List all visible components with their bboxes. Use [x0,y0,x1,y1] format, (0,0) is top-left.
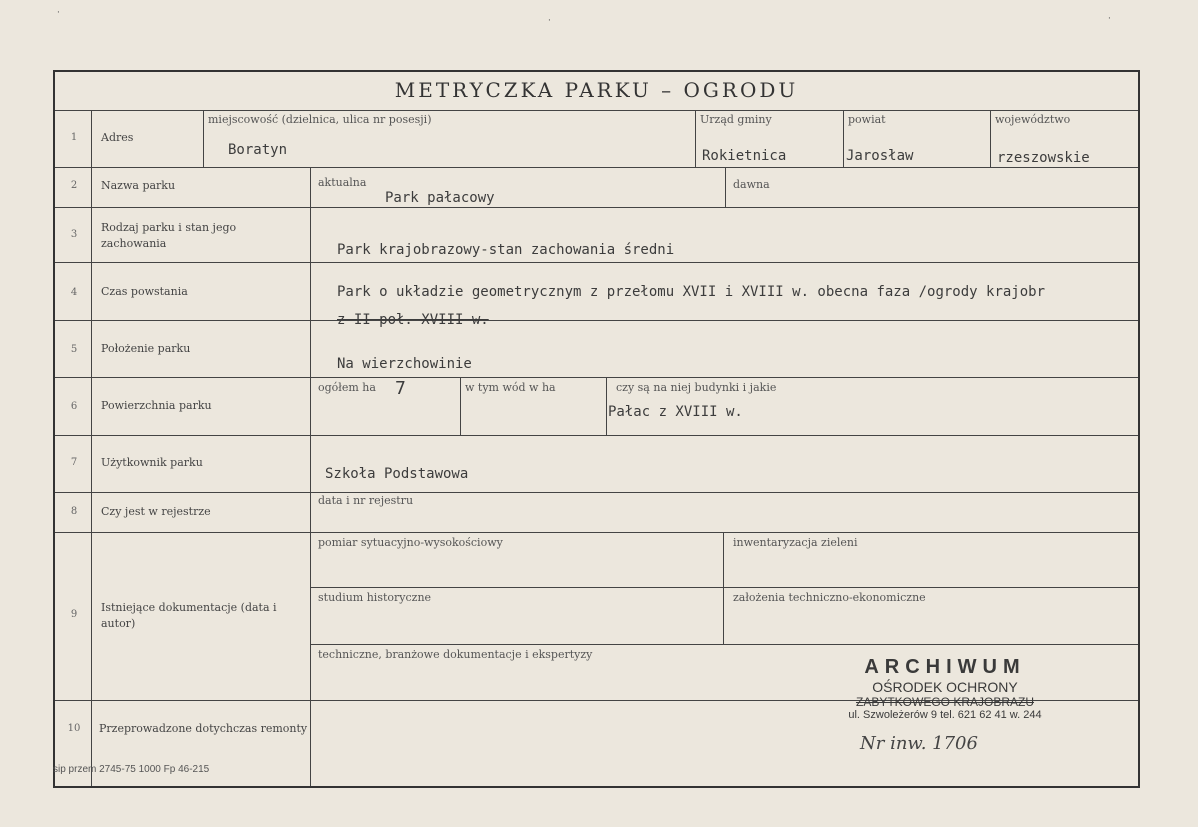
voivodeship-label: województwo [995,113,1071,126]
column-divider [203,110,204,167]
row-divider [55,167,1138,168]
column-divider [723,532,724,644]
print-footer: sip przem 2745-75 1000 Fp 46-215 [53,764,210,775]
row-number: 2 [70,180,78,191]
row-divider [55,320,1138,321]
row-divider [55,207,1138,208]
row-label-documentation: Istniejące dokumentacje (data i autor) [101,601,277,630]
commune-label: Urząd gminy [700,113,772,126]
commune-value: Rokietnica [702,148,787,164]
paper-speck: · [1108,14,1111,24]
current-name-value: Park pałacowy [385,190,495,206]
technical-docs-label: techniczne, branżowe dokumentacje i ekspertyzy [318,648,593,661]
techno-economic-label: założenia techniczno-ekonomiczne [733,591,926,604]
archive-stamp [835,656,1055,721]
row-label-registry: Czy jest w rejestrze [101,505,211,518]
former-name-label: dawna [733,178,770,191]
stamp-line-2: OŚRODEK OCHRONY [872,679,1018,695]
row-number: 5 [70,344,78,355]
row-divider [55,377,1138,378]
total-area-value: 7 [395,378,406,399]
row-label-area: Powierzchnia parku [101,399,212,412]
row-number: 1 [70,132,78,143]
voivodeship-value: rzeszowskie [997,150,1090,166]
historical-study-label: studium historyczne [318,591,432,604]
locality-label: miejscowość (dzielnica, ulica nr posesji) [208,113,432,126]
row-divider [55,262,1138,263]
row-label-user: Użytkownik parku [101,456,203,469]
row-label-park-name: Nazwa parku [101,179,176,192]
user-value: Szkoła Podstawowa [325,466,469,482]
column-divider [843,110,844,167]
registry-label: data i nr rejestru [318,494,414,507]
row-divider [310,644,1138,645]
survey-label: pomiar sytuacyjno-wysokościowy [318,536,503,549]
creation-time-value-cont: z II poł. XVIII w. [337,312,489,328]
row-number: 4 [70,287,78,298]
row-label-creation-time: Czas powstania [101,285,188,298]
row-label-location: Położenie parku [101,342,191,355]
row-divider [310,587,1138,588]
row-label-park-type: Rodzaj parku i stan jego zachowania [101,221,237,250]
column-divider [695,110,696,167]
stamp-line-3: ZABYTKOWEGO KRAJOBRAZU [855,695,1035,709]
park-type-value: Park krajobrazowy-stan zachowania średni [337,242,675,258]
form-title: METRYCZKA PARKU – OGRODU [55,72,1138,111]
row-number: 8 [70,506,78,517]
column-divider [460,377,461,435]
row-divider [55,532,1138,533]
row-label-renovations: Przeprowadzone dotychczas remonty [99,722,308,735]
locality-value: Boratyn [228,142,288,158]
column-divider [91,110,92,786]
column-divider [310,167,311,786]
greenery-inventory-label: inwentaryzacja zieleni [733,536,858,549]
district-label: powiat [848,113,886,126]
row-number: 10 [67,723,81,734]
water-area-label: w tym wód w ha [465,381,556,394]
column-divider [990,110,991,167]
row-number: 7 [70,457,78,468]
location-value: Na wierzchowinie [337,356,472,372]
row-label-address: Adres [101,131,134,144]
inventory-number-handwritten: Nr inw. 1706 [860,733,978,754]
row-divider [55,435,1138,436]
stamp-line-4: ul. Szwoleżerów 9 tel. 621 62 41 w. 244 [848,709,1042,721]
stamp-line-1: ARCHIWUM [864,656,1026,678]
row-number: 6 [70,401,78,412]
row-number: 9 [70,609,78,620]
paper-speck: · [57,8,60,18]
column-divider [725,167,726,207]
column-divider [606,377,607,435]
district-value: Jarosław [846,148,914,164]
paper-speck: · [548,16,551,26]
buildings-label: czy są na niej budynki i jakie [616,381,777,394]
buildings-value: Pałac z XVIII w. [608,404,743,420]
row-divider [55,492,1138,493]
current-name-label: aktualna [318,176,367,189]
total-area-label: ogółem ha [318,381,376,394]
row-number: 3 [70,229,78,240]
creation-time-value: Park o układzie geometrycznym z przełomu XVII i XVIII w. obecna faza /ogrody krajobr [337,284,1046,300]
